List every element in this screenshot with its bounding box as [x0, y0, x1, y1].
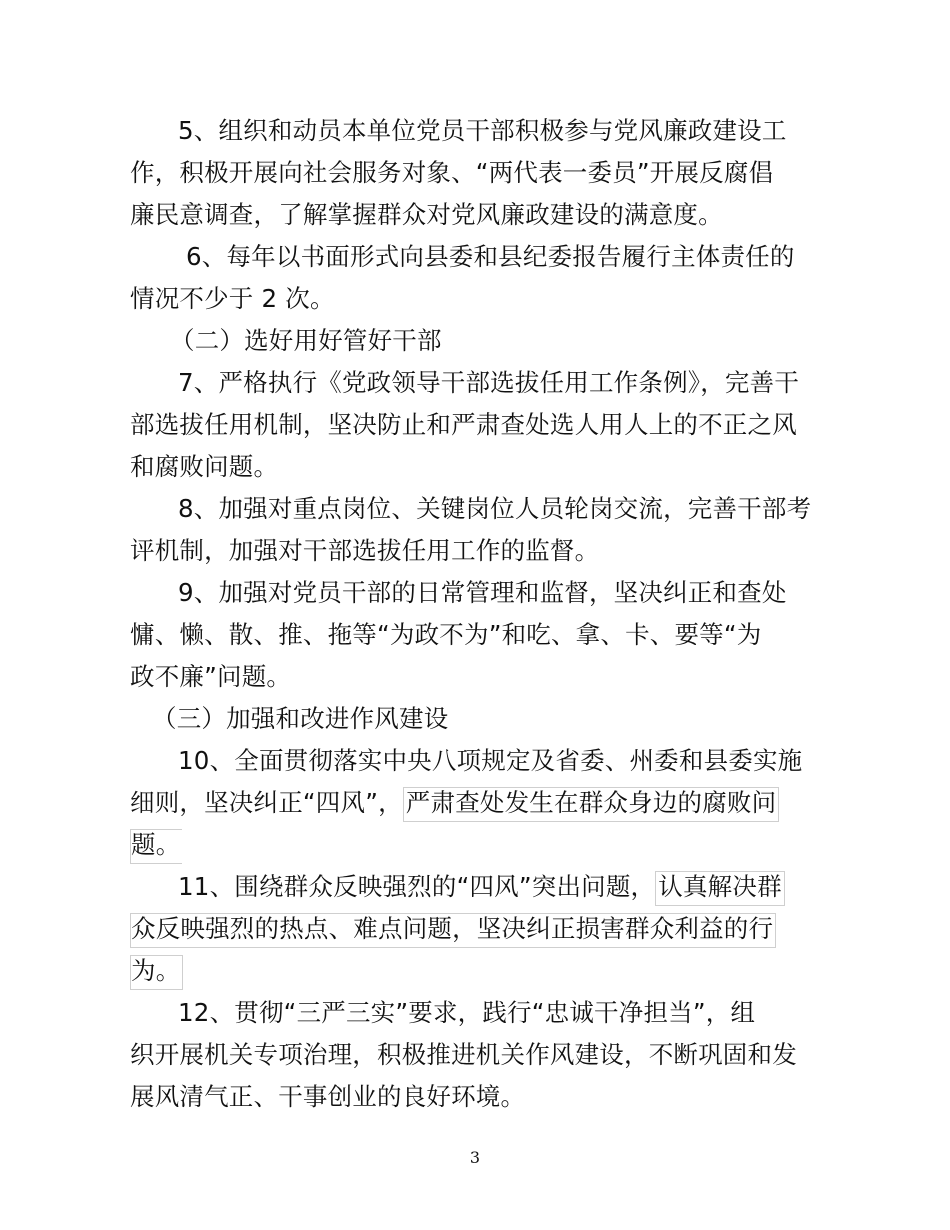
text-line: 情况不少于 2 次。	[130, 284, 335, 313]
text-line: 部选拔任用机制，坚决防止和严肃查处选人用人上的不正之风	[130, 410, 797, 439]
text-line	[130, 950, 183, 992]
highlighted-text: 众反映强烈的热点、难点问题，坚决纠正损害群众利益的行	[130, 913, 776, 948]
text-line: 9、加强对党员干部的日常管理和监督，坚决纠正和查处	[178, 578, 787, 607]
page-number: 3	[469, 1148, 481, 1167]
text-line	[130, 782, 779, 824]
highlighted-text: 认真解决群	[655, 871, 785, 906]
text-line: 政不廉”问题。	[130, 662, 292, 691]
highlighted-text: 严肃查处发生在群众身边的腐败问	[403, 787, 780, 822]
highlighted-text: 为。	[130, 955, 183, 990]
text-line: 展风清气正、干事创业的良好环境。	[130, 1082, 526, 1111]
text-line: 12、贯彻“三严三实”要求，践行“忠诚干净担当”，组	[178, 998, 756, 1027]
text-line: 慵、懒、散、推、拖等“为政不为”和吃、拿、卡、要等“为	[130, 620, 762, 649]
highlighted-text: 题。	[130, 829, 182, 864]
text-line: 廉民意调查，了解掌握群众对党风廉政建设的满意度。	[130, 200, 723, 229]
section-heading: （二）选好用好管好干部	[170, 326, 442, 355]
text-line: 7、严格执行《党政领导干部选拔任用工作条例》，完善干	[178, 368, 800, 397]
text-line	[178, 866, 785, 908]
section-heading: （三）加强和改进作风建设	[152, 704, 449, 733]
text-line	[130, 908, 776, 950]
text-line: 织开展机关专项治理，积极推进机关作风建设，不断巩固和发	[130, 1040, 797, 1069]
text-line: 6、每年以书面形式向县委和县纪委报告履行主体责任的	[186, 242, 795, 271]
text-line: 评机制，加强对干部选拔任用工作的监督。	[130, 536, 600, 565]
text-line: 10、全面贯彻落实中央八项规定及省委、州委和县委实施	[178, 746, 803, 775]
text-segment: 11、围绕群众反映强烈的“四风”突出问题，	[178, 872, 656, 901]
text-line: 5、组织和动员本单位党员干部积极参与党风廉政建设工	[178, 116, 787, 145]
text-line: 作，积极开展向社会服务对象、“两代表一委员”开展反腐倡	[130, 158, 774, 187]
text-line: 8、加强对重点岗位、关键岗位人员轮岗交流，完善干部考	[178, 494, 812, 523]
text-line: 和腐败问题。	[130, 452, 279, 481]
text-segment: 细则，坚决纠正“四风”，	[130, 788, 403, 817]
text-line	[130, 824, 182, 866]
